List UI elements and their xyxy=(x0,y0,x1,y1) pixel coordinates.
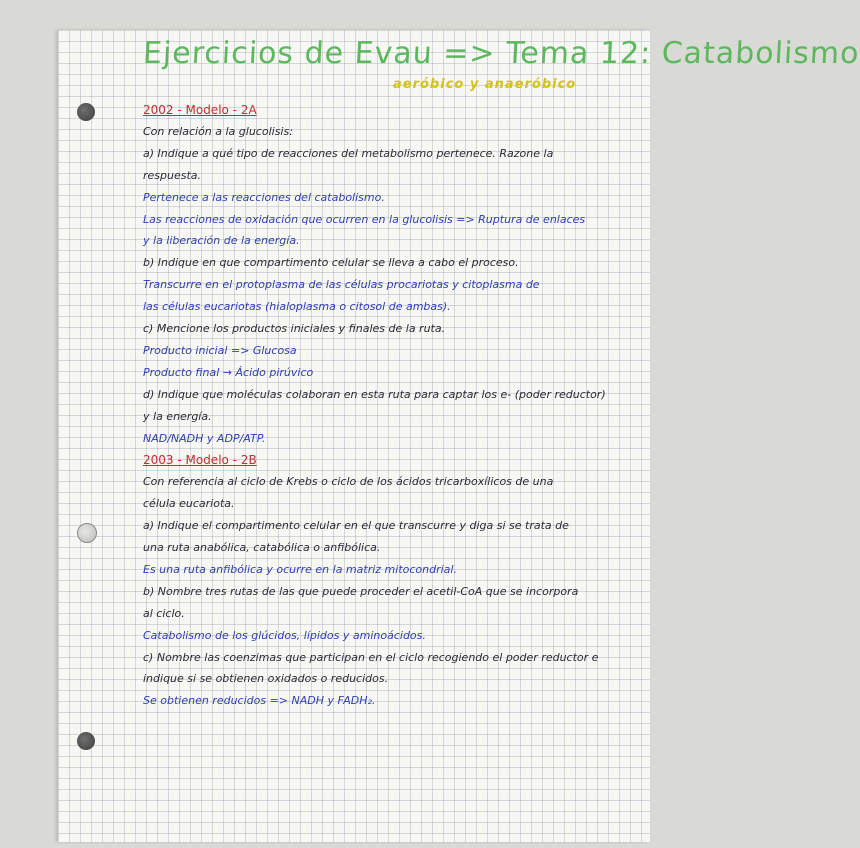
binder-hole-icon xyxy=(77,523,97,543)
page-title: Ejercicios de Evau => Tema 12: Catabolismo xyxy=(142,36,860,71)
answer-line: NAD/NADH y ADP/ATP. xyxy=(143,431,266,445)
answer-line: Es una ruta anfibólica y ocurre en la matriz mitocondrial. xyxy=(143,562,457,576)
question-line: c) Nombre las coenzimas que participan en el ciclo recogiendo el poder reductor e xyxy=(143,650,599,664)
question-line: c) Mencione los productos iniciales y finales de la ruta. xyxy=(143,322,446,335)
question-line: Con referencia al ciclo de Krebs o ciclo de los ácidos tricarboxílicos de una xyxy=(143,475,554,489)
answer-line: Se obtienen reducidos => NADH y FADH₂. xyxy=(143,694,376,708)
answer-line: y la liberación de la energía. xyxy=(143,234,300,248)
question-line: a) Indique a qué tipo de reacciones del metabolismo pertenece. Razone la xyxy=(143,146,554,160)
page-subtitle: aeróbico y anaeróbico xyxy=(393,77,577,92)
question-line: a) Indique el compartimento celular en el que transcurre y diga si se trata de xyxy=(143,519,569,533)
question-line: y la energía. xyxy=(143,409,212,423)
question-line: indique si se obtienen oxidados o reducidos. xyxy=(143,672,389,686)
exercise-heading: 2002 - Modelo - 2A xyxy=(143,103,257,117)
answer-line: las células eucariotas (hialoplasma o citosol de ambas). xyxy=(143,300,451,314)
binder-hole-icon xyxy=(77,103,95,121)
question-line: b) Indique en que compartimento celular se lleva a cabo el proceso. xyxy=(143,256,519,270)
question-line: célula eucariota. xyxy=(143,497,235,511)
exercise-heading: 2003 - Modelo - 2B xyxy=(143,453,257,468)
question-line: respuesta. xyxy=(143,168,202,182)
answer-line: Las reacciones de oxidación que ocurren en la glucolisis => Ruptura de enlaces xyxy=(143,212,586,226)
question-line: Con relación a la glucolisis: xyxy=(143,124,293,138)
question-line: una ruta anabólica, catabólica o anfibólica. xyxy=(143,541,381,554)
answer-line: Catabolismo de los glúcidos, lípidos y aminoácidos. xyxy=(143,628,426,642)
question-line: d) Indique que moléculas colaboran en esta ruta para captar los e- (poder reductor) xyxy=(143,387,606,401)
question-line: b) Nombre tres rutas de las que puede proceder el acetil-CoA que se incorpora xyxy=(143,584,579,598)
answer-line: Pertenece a las reacciones del catabolismo. xyxy=(143,190,385,204)
answer-line: Transcurre en el protoplasma de las células procariotas y citoplasma de xyxy=(143,278,540,292)
question-line: al ciclo. xyxy=(143,606,185,620)
answer-line: Producto final → Ácido pirúvico xyxy=(143,365,314,379)
answer-line: Producto inicial => Glucosa xyxy=(143,343,297,357)
binder-hole-icon xyxy=(77,732,95,750)
